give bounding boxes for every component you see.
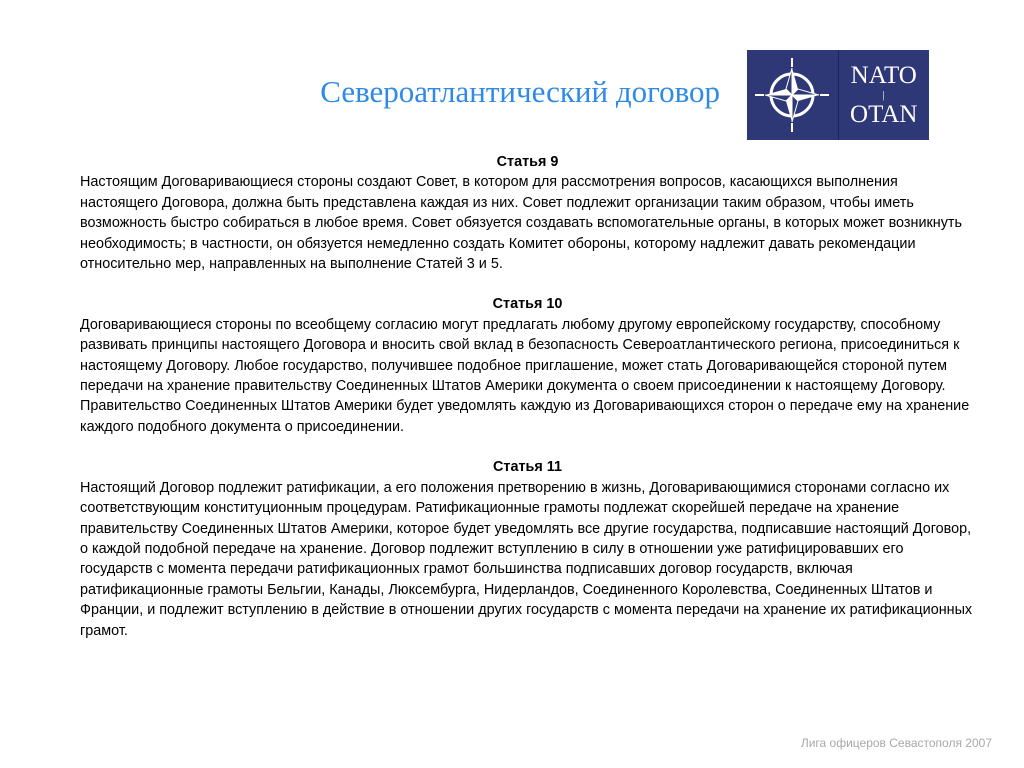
- article-heading: Статья 11: [493, 459, 562, 476]
- article-heading: Статья 9: [496, 154, 559, 170]
- article-11: [80, 457, 975, 641]
- article-body: Договаривающиеся стороны по всеобщему согласию могут предлагать любому другому европейскому государству, способному развивать принципы настоящего Договора и вносить свой вклад в безопасность Североатлантического региона, присоединиться к настоящему Договору. Любое государство, получившее подобное приглашение, может стать Договаривающейся стороной путем передачи на хранение правительству Соединенных Штатов Америки документа о своем присоединении к настоящему Договору. Правительство Соединенных Штатов Америки будет уведомлять каждую из Договаривающихся сторон о передаче ему на хранение каждого подобного документа о присоединении.: [80, 316, 970, 435]
- nato-logo: [747, 50, 929, 140]
- article-heading: Статья 10: [492, 296, 563, 313]
- treaty-text: [80, 152, 975, 641]
- page-title: Североатлантический договор: [320, 74, 720, 109]
- article-body: Настоящим Договаривающиеся стороны создают Совет, в котором для рассмотрения вопросов, касающихся выполнения настоящего Договора, должна быть представлена каждая из них. Совет подлежит организации таким образом, чтобы иметь возможность быстро собираться в любое время. Совет обязуется создавать вспомогательные органы, в которых может возникнуть необходимость; в частности, он обязуется немедленно создать Комитет обороны, которому надлежит давать рекомендации относительно мер, направленных на выполнение Статей 3 и 5.: [80, 174, 963, 273]
- article-10: [80, 294, 975, 437]
- footer-credit: Лига офицеров Севастополя 2007: [800, 736, 992, 750]
- article-body: Настоящий Договор подлежит ратификации, а его положения претворению в жизнь, Договаривающимися сторонами согласно их соответствующим конституционным процедурам. Ратификационные грамоты подлежат скорейшей передаче на хранение правительству Соединенных Штатов Америки, которое будет уведомлять все другие государства, подписавшие настоящий Договор, о каждой подобной передаче на хранение. Договор подлежит вступлению в силу в отношении уже ратифицировавших его государств с момента передачи ратификационных грамот большинства подписавших договор государств, включая ратификационные грамоты Бельгии, Канады, Люксембурга, Нидерландов, Соединенного Королевства, Соединенных Штатов и Франции, и подлежит вступлению в действие в отношении других государств с момента передачи на хранение их ратификационных грамот.: [80, 479, 973, 639]
- logo-divider: |: [882, 89, 885, 101]
- logo-text-nato: NATO: [850, 62, 917, 89]
- article-9: [80, 152, 975, 274]
- nato-compass-star-icon: [747, 50, 838, 140]
- logo-text-otan: OTAN: [850, 101, 918, 128]
- nato-otan-wordmark: [838, 50, 930, 140]
